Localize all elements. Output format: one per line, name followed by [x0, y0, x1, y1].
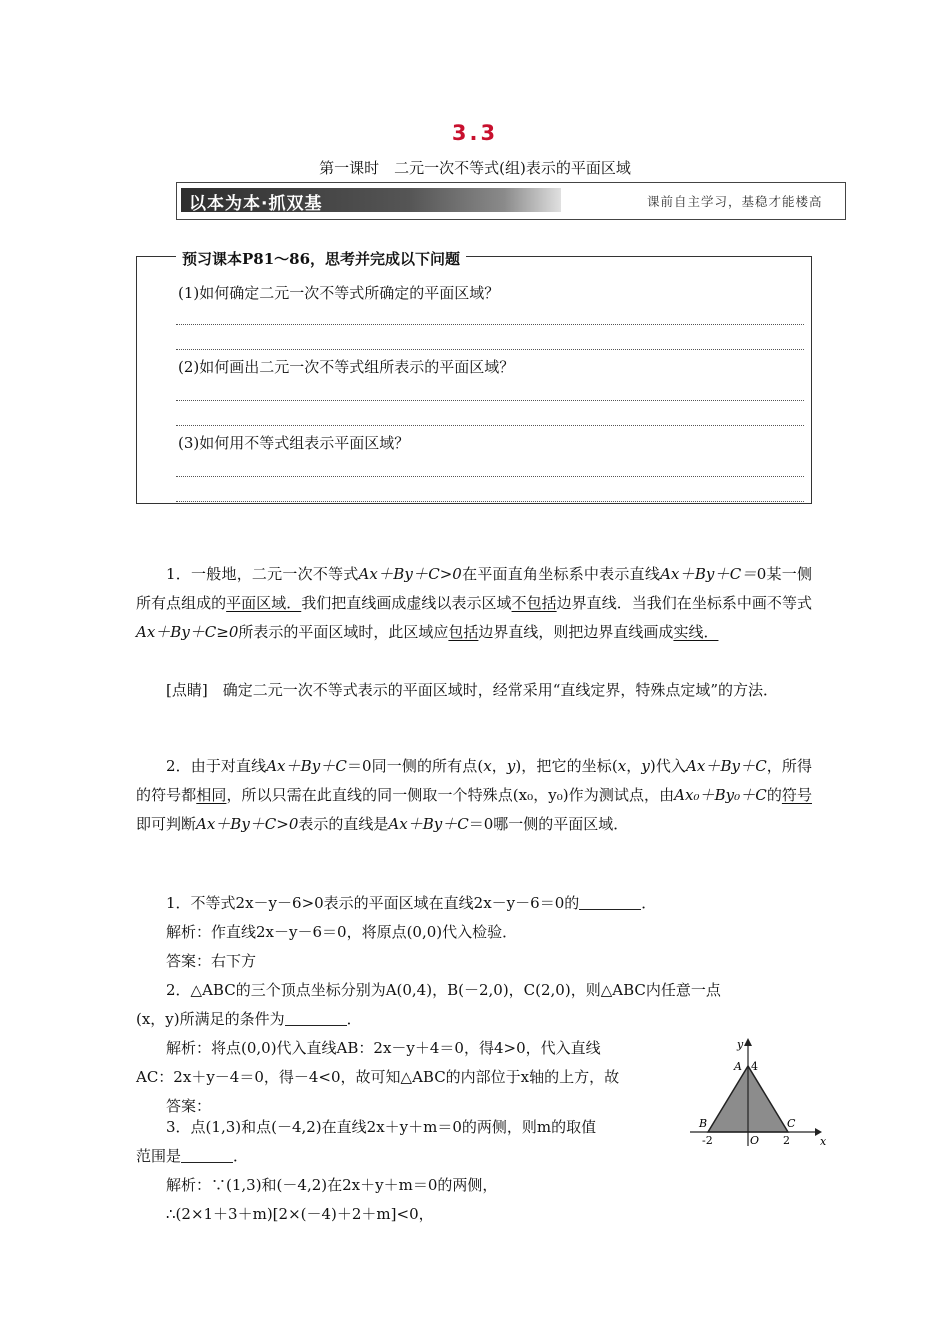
- blank-answer: 平面区域．: [226, 594, 302, 612]
- label-neg2: -2: [702, 1134, 713, 1146]
- blank-answer: 不包括: [511, 594, 557, 612]
- label-c: C: [787, 1117, 796, 1130]
- lesson-subtitle: 第一课时 二元一次不等式(组)表示的平面区域: [319, 159, 631, 177]
- preview-question-2: (2)如何画出二元一次不等式组所表示的平面区域？: [178, 358, 515, 376]
- answer-line: [176, 349, 804, 350]
- answer-blank: [579, 895, 641, 910]
- exercise-2-answer: 答案：: [166, 1097, 212, 1115]
- knowledge-paragraph-1: 1．一般地，二元一次不等式Ax＋By＋C>0在平面直角坐标系中表示直线Ax＋By＋C＝0某一侧所有点组成的平面区域．我们把直线画成虚线以表示区域不包括边界直线．当我们在坐标系中画不等式Ax＋By＋C≥0所表示的平面区域时，此区域应包括边界直线，则把边界直线画成实线．: [136, 565, 812, 641]
- preview-box-title: 预习课本P81～86，思考并完成以下问题: [176, 248, 466, 269]
- exercise-2-solution-cont: AC：2x＋y－4＝0，得－4<0，故可知△ABC的内部位于x轴的上方，故: [136, 1068, 620, 1086]
- banner-right-text: 课前自主学习，基稳才能楼高: [647, 194, 823, 209]
- banner-dark-block: [181, 188, 561, 212]
- label-2: 2: [783, 1134, 790, 1146]
- section-banner: [176, 182, 846, 220]
- answer-line: [176, 501, 804, 502]
- answer-blank: [181, 1148, 233, 1163]
- exercise-2-question-cont: (x，y)所满足的条件为 ．: [136, 1010, 362, 1028]
- exercise-1-question: 1．不等式2x－y－6>0表示的平面区域在直线2x－y－6＝0的 ．: [166, 894, 657, 912]
- exercise-2-question: 2．△ABC的三个顶点坐标分别为A(0,4)，B(－2,0)，C(2,0)，则△ABC内任意一点: [166, 981, 721, 999]
- y-axis-arrow: [744, 1038, 752, 1046]
- exercise-1-solution: 解析：作直线2x－y－6＝0，将原点(0,0)代入检验．: [166, 923, 518, 941]
- exercise-3-question: 3．点(1,3)和点(－4,2)在直线2x＋y＋m＝0的两侧，则m的取值: [166, 1118, 597, 1136]
- triangle-figure: [690, 1036, 830, 1146]
- label-a: A: [734, 1060, 742, 1073]
- preview-question-3: (3)如何用不等式组表示平面区域？: [178, 434, 410, 452]
- exercise-3-question-cont: 范围是 ．: [136, 1147, 249, 1165]
- knowledge-paragraph-2: 2．由于对直线Ax＋By＋C＝0同一侧的所有点(x，y)，把它的坐标(x，y)代入Ax＋By＋C，所得的符号都相同，所以只需在此直线的同一侧取一个特殊点(x₀，y₀)作为测试点，由Ax₀＋By₀＋C的符号即可判断Ax＋By＋C>0表示的直线是Ax＋By＋C＝0哪一侧的平面区域．: [136, 757, 812, 833]
- blank-answer: 相同: [196, 786, 227, 804]
- blank-answer: 实线．: [673, 623, 719, 641]
- exercise-1-answer: 答案：右下方: [166, 952, 257, 970]
- label-4: 4: [751, 1060, 758, 1073]
- tip-label: [点睛]: [166, 681, 208, 699]
- preview-question-1: (1)如何确定二元一次不等式所确定的平面区域？: [178, 284, 500, 302]
- answer-line: [176, 476, 804, 477]
- section-number: 3.3: [451, 121, 499, 145]
- label-o: O: [750, 1134, 760, 1146]
- answer-blank: [285, 1011, 347, 1026]
- label-x: x: [820, 1135, 827, 1146]
- answer-line: [176, 324, 804, 325]
- label-y: y: [737, 1038, 744, 1051]
- blank-answer: 符号: [781, 786, 812, 804]
- blank-answer: 包括: [448, 623, 479, 641]
- exercise-2-solution: 解析：将点(0,0)代入直线AB：2x－y＋4＝0，得4>0，代入直线: [166, 1039, 601, 1057]
- answer-line: [176, 400, 804, 401]
- exercise-3-solution-cont: ∴(2×1＋3＋m)[2×(－4)＋2＋m]<0，: [166, 1205, 434, 1223]
- exercise-3-solution: 解析：∵(1,3)和(－4,2)在2x＋y＋m＝0的两侧，: [166, 1176, 498, 1194]
- banner-left-text: 以本为本·抓双基: [189, 194, 323, 214]
- tip-paragraph: [点睛] 确定二元一次不等式表示的平面区域时，经常采用“直线定界，特殊点定域”的方法．: [166, 681, 779, 699]
- label-b: B: [699, 1117, 708, 1130]
- answer-line: [176, 425, 804, 426]
